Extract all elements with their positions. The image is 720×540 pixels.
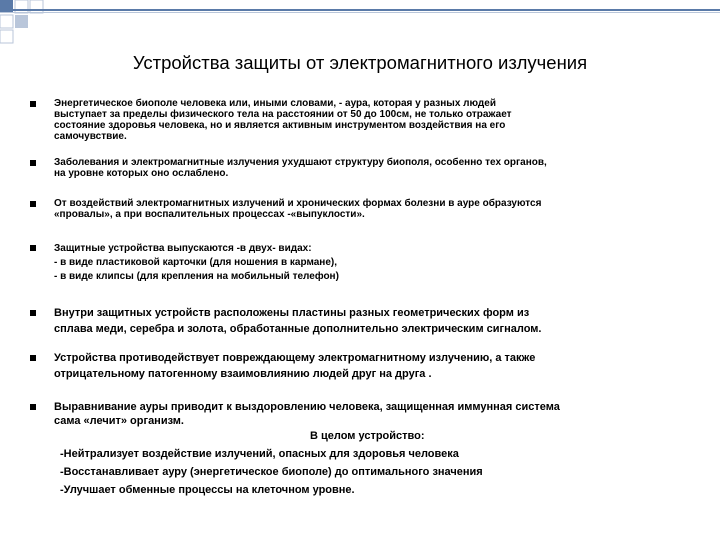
slide-title: Устройства защиты от электромагнитного излучения bbox=[132, 52, 588, 73]
deco-square bbox=[0, 30, 13, 43]
summary-line: -Нейтрализует воздействие излучений, опасных для здоровья человека bbox=[60, 448, 459, 460]
bullet-text bbox=[54, 157, 702, 179]
bullet-square-icon bbox=[30, 355, 36, 361]
bullet-square-icon bbox=[30, 101, 36, 107]
summary-text bbox=[60, 427, 700, 499]
deco-square bbox=[15, 15, 28, 28]
bullet-square-icon bbox=[30, 245, 36, 251]
bullet-line: самочувствие. bbox=[54, 131, 127, 142]
bullet-line: Внутри защитных устройств расположены пластины разных геометрических форм из bbox=[54, 307, 530, 319]
bullet-line: на уровне которых оно ослаблено. bbox=[54, 168, 229, 179]
bullet-line: сплава меди, серебра и золота, обработанные дополнительно электрическим сигналом. bbox=[54, 322, 542, 335]
bullet-square-icon bbox=[30, 160, 36, 166]
bullet-square-icon bbox=[30, 201, 36, 207]
summary-heading: В целом устройство: bbox=[310, 430, 425, 442]
bullet-line: Устройства противодействует повреждающему электромагнитному излучению, а также bbox=[54, 352, 536, 364]
header-rule bbox=[0, 9, 720, 11]
bullet-line: Энергетическое биополе человека или, иными словами, - аура, которая у разных людей bbox=[54, 98, 496, 109]
bullet-line: Защитные устройства выпускаются -в двух- видах: bbox=[54, 243, 312, 254]
bullet-square-icon bbox=[30, 404, 36, 410]
bullet-line: отрицательному патогенному взаимовлиянию людей друг на друга . bbox=[54, 367, 432, 380]
bullet-line: «провалы», а при воспалительных процессах -«выпуклости». bbox=[54, 209, 365, 220]
summary-line: -Восстанавливает ауру (энергетическое биополе) до оптимального значения bbox=[60, 466, 483, 478]
bullet-line: От воздействий электромагнитных излучений и хронических формах болезни в ауре образуются bbox=[54, 198, 542, 209]
bullet-line: - в виде пластиковой карточки (для ношения в кармане), bbox=[54, 257, 338, 268]
bullet-text bbox=[54, 98, 702, 142]
bullet-line: Выравнивание ауры приводит к выздоровлению человека, защищенная иммунная система bbox=[54, 401, 560, 413]
bullet-line: Заболевания и электромагнитные излучения ухудшают структуру биополя, особенно тех органов, bbox=[54, 157, 547, 168]
bullet-line: выступает за пределы физического тела на расстоянии от 50 до 100см, не только отражает bbox=[54, 109, 512, 120]
bullet-line: - в виде клипсы (для крепления на мобильный телефон) bbox=[54, 271, 339, 282]
bullet-text bbox=[54, 400, 702, 428]
bullet-text bbox=[54, 351, 702, 382]
bullet-text bbox=[54, 242, 702, 284]
bullet-line: состояние здоровья человека, но и является активным инструментом воздействия на его bbox=[54, 120, 506, 131]
decorative-squares-icon bbox=[0, 0, 60, 46]
deco-square bbox=[0, 15, 13, 28]
bullet-square-icon bbox=[30, 310, 36, 316]
summary-line: -Улучшает обменные процессы на клеточном уровне. bbox=[60, 484, 355, 496]
bullet-line: сама «лечит» организм. bbox=[54, 415, 184, 427]
bullet-text bbox=[54, 306, 702, 337]
bullet-text bbox=[54, 198, 702, 220]
summary-block bbox=[60, 427, 700, 499]
